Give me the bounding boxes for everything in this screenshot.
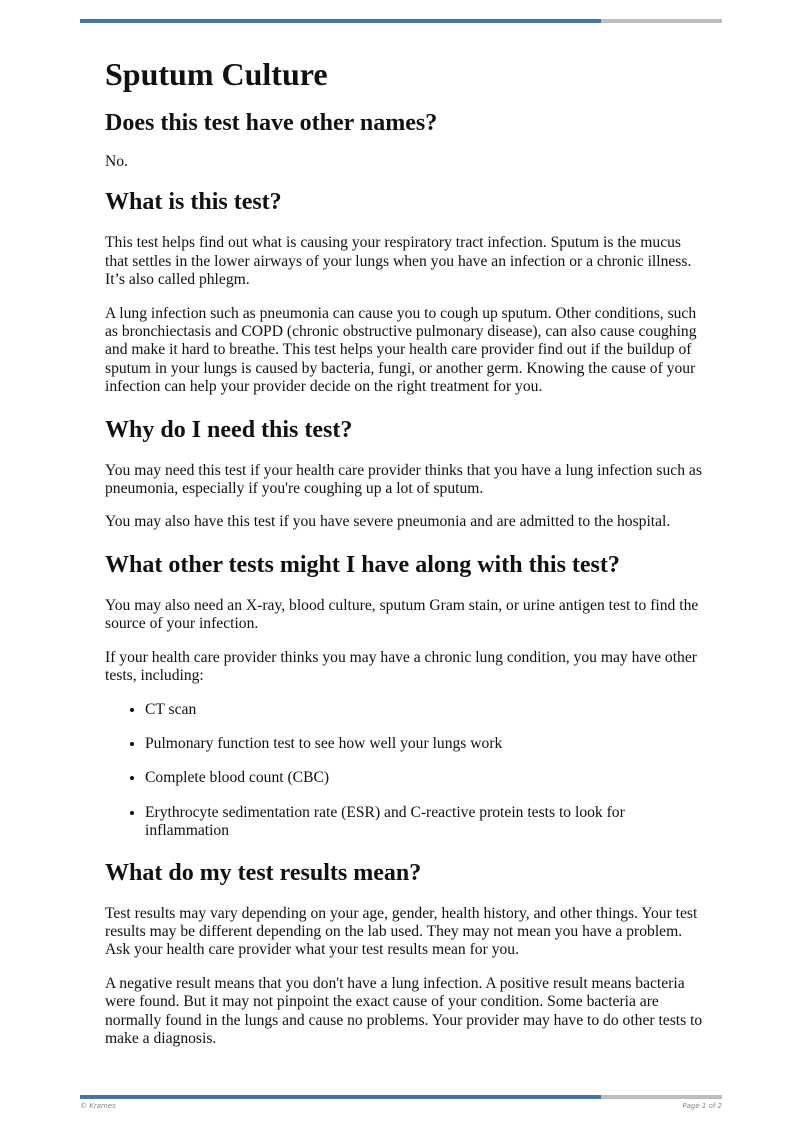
bullet-list — [105, 701, 705, 841]
paragraph: A lung infection such as pneumonia can cause you to cough up sputum. Other conditions, such as bronchiectasis and COPD (chronic obstructive pulmonary disease), can also cause coughing and make it hard to breathe. This test helps your health care provider find out if the buildup of sputum in your lungs is caused by bacteria, fungi, or another germ. Knowing the cause of your infection can help your provider decide on the right treatment for you. — [105, 304, 697, 396]
paragraph: You may also need an X-ray, blood culture, sputum Gram stain, or urine antigen test to find the source of your infection. — [105, 596, 699, 633]
paragraph: No. — [105, 153, 128, 170]
document-body — [105, 52, 705, 1048]
paragraph: You may need this test if your health care provider thinks that you have a lung infection such as pneumonia, especially if you're coughing up a lot of sputum. — [105, 461, 702, 498]
paragraph: A negative result means that you don't have a lung infection. A positive result means bacteria were found. But it may not pinpoint the exact cause of your condition. Some bacteria are normally found in the lungs and cause no problems. Your provider may have to do other tests to make a diagnosis. — [105, 974, 703, 1047]
footer-progress-fill — [80, 1095, 601, 1099]
list-item: • CT scan — [145, 701, 705, 719]
page-number: Page 1 of 2 — [682, 1102, 722, 1110]
header-progress-track — [601, 19, 722, 23]
list-item: • Pulmonary function test to see how well your lungs work — [145, 735, 705, 753]
page-footer — [80, 1102, 722, 1110]
paragraph: This test helps find out what is causing your respiratory tract infection. Sputum is the mucus that settles in the lower airways of your lungs when you have an infection or a chronic illness. It’s also called phlegm. — [105, 234, 692, 289]
paragraph: If your health care provider thinks you may have a chronic lung condition, you may have other tests, including: — [105, 648, 697, 685]
section-heading: What other tests might I have along with this test? — [105, 551, 620, 578]
paragraph: You may also have this test if you have severe pneumonia and are admitted to the hospital. — [105, 513, 671, 531]
page-title: Sputum Culture — [105, 56, 328, 92]
section-heading: Why do I need this test? — [105, 416, 353, 443]
header-progress-bar — [80, 19, 722, 23]
list-item: • Erythrocyte sedimentation rate (ESR) and C-reactive protein tests to look for inflammation — [145, 804, 705, 841]
section-heading: What is this test? — [105, 189, 282, 216]
footer-progress-bar — [80, 1095, 722, 1099]
paragraph: Test results may vary depending on your age, gender, health history, and other things. Your test results may be different depending on the lab used. They may not mean you have a problem. Ask your health care provider what your test results mean for you. — [105, 904, 698, 959]
header-progress-fill — [80, 19, 601, 23]
list-item: • Complete blood count (CBC) — [145, 769, 705, 787]
copyright-text: © Krames — [80, 1102, 116, 1110]
footer-progress-track — [601, 1095, 722, 1099]
section-heading: What do my test results mean? — [105, 859, 422, 886]
section-heading: Does this test have other names? — [105, 110, 438, 136]
